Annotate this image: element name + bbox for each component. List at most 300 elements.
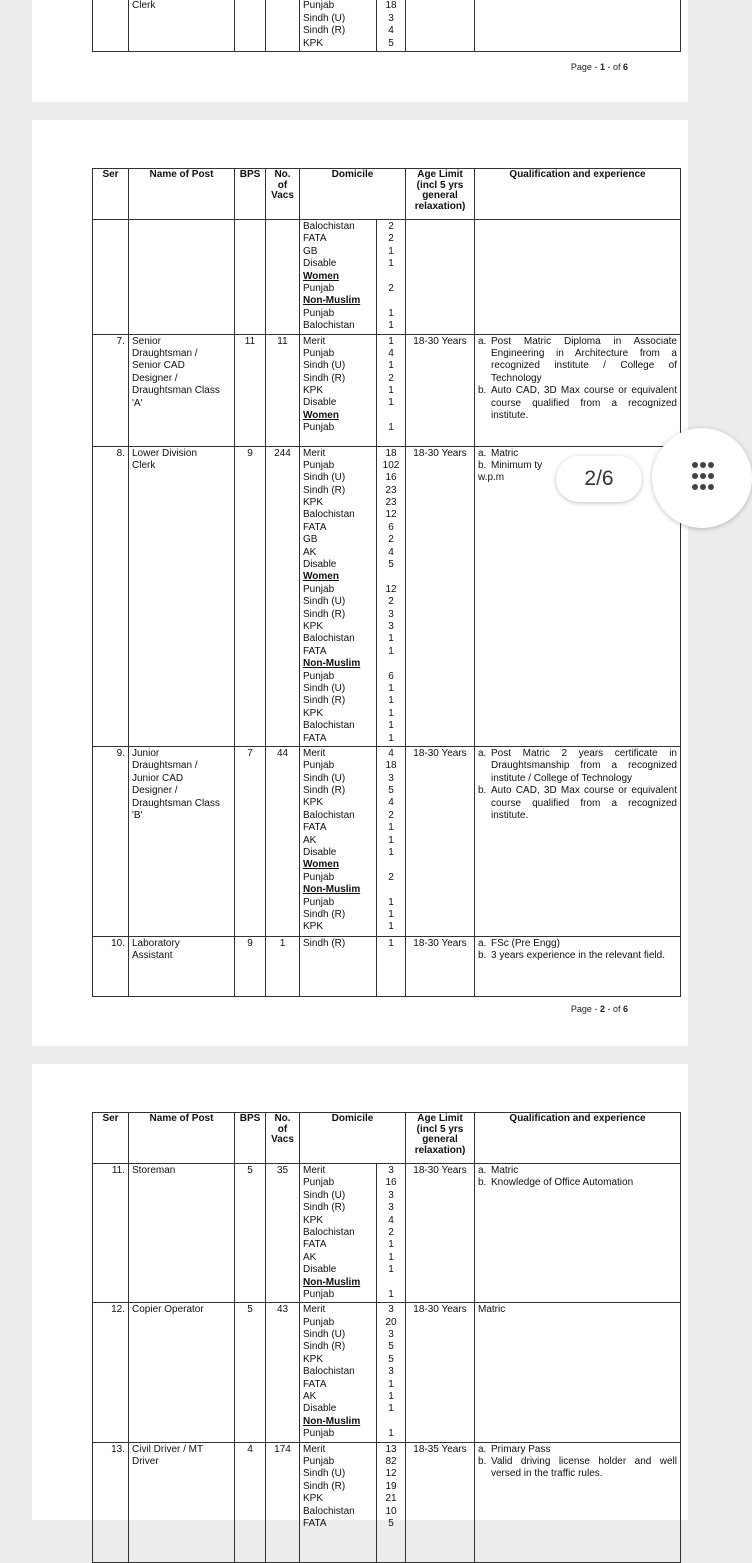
qualification-marker: b. [478,1456,491,1481]
domicile-line: Punjab [303,1289,373,1301]
count-line: 2 [377,283,405,295]
count-line: 12 [377,584,405,596]
qualification-marker: b. [478,460,491,472]
count-line: 1 [377,360,405,372]
count-line: 4 [377,547,405,559]
count-line: 1 [377,897,405,909]
table-row [93,220,681,335]
bps-cell: 4 [235,1442,266,1562]
count-line: 4 [377,797,405,809]
age-cell [406,220,475,335]
count-line: 20 [377,1317,405,1329]
qualification-marker: b. [478,385,491,422]
domicile-line: Sindh (R) [303,609,373,621]
count-line: 1 [377,336,405,348]
bps-cell [235,220,266,335]
age-cell [406,0,475,51]
qualification-item [478,1165,677,1177]
count-line [377,1277,405,1289]
domicile-line: Sindh (U) [303,360,373,372]
count-line: 3 [377,1329,405,1341]
count-line: 23 [377,485,405,497]
count-line: 1 [377,1289,405,1301]
document-page-1 [32,0,688,102]
domicile-line: Balochistan [303,221,373,233]
count-line: 3 [377,1190,405,1202]
bps-cell: 5 [235,1303,266,1442]
count-line: 6 [377,671,405,683]
domicile-line: KPK [303,797,373,809]
bps-cell: 5 [235,1164,266,1303]
ser-cell [93,0,129,51]
domicile-category-heading [303,859,373,871]
qualification-cell [475,936,681,996]
count-line: 3 [377,1304,405,1316]
count-line: 16 [377,1177,405,1189]
count-line: 1 [377,1239,405,1251]
count-cell [377,936,406,996]
domicile-line: FATA [303,233,373,245]
domicile-line: Balochistan [303,1227,373,1239]
domicile-line: Balochistan [303,509,373,521]
domicile-line: Punjab [303,1317,373,1329]
domicile-line: Sindh (U) [303,1190,373,1202]
vacancy-table-page-1 [92,0,681,52]
domicile-line: Balochistan [303,810,373,822]
count-line: 1 [377,633,405,645]
ser-cell: 9. [93,746,129,936]
count-line: 18 [377,0,405,12]
domicile-heading-text: Women [303,571,339,582]
qualification-text: 3 years experience in the relevant field. [491,950,677,962]
count-line: 1 [377,822,405,834]
count-line: 1 [377,422,405,434]
qualification-text: Minimum ty [491,460,677,472]
post-name-line: Laboratory [132,938,231,950]
vacancy-table-page-2 [92,168,681,997]
count-line: 5 [377,559,405,571]
qualification-item [478,785,677,822]
domicile-cell [300,1303,377,1442]
domicile-category-heading [303,571,373,583]
domicile-line: KPK [303,1493,373,1505]
qualification-text: Post Matric 2 years certificate in Draughtsmanship from a recognized institute / College of Technology [491,748,677,785]
domicile-line: FATA [303,522,373,534]
domicile-line: Punjab [303,760,373,772]
count-line: 18 [377,760,405,772]
age-cell: 18-35 Years [406,1442,475,1562]
age-cell: 18-30 Years [406,936,475,996]
domicile-line: Balochistan [303,320,373,332]
count-line [377,859,405,871]
count-line: 1 [377,1264,405,1276]
vacs-cell: 43 [266,1303,300,1442]
domicile-line: Punjab [303,308,373,320]
count-line: 13 [377,1444,405,1456]
count-cell [377,220,406,335]
col-header-bps: BPS [235,169,266,220]
domicile-line: Merit [303,336,373,348]
post-name-cell [129,446,235,746]
post-name-cell [129,746,235,936]
count-line [377,571,405,583]
qualification-text: Primary Pass [491,1444,677,1456]
post-name-line: Draughtsman / [132,348,231,360]
bps-cell: 9 [235,446,266,746]
vacs-cell: 174 [266,1442,300,1562]
qualification-cell [475,334,681,446]
qualification-text: Knowledge of Office Automation [491,1177,677,1189]
table-row [93,936,681,996]
post-name-cell [129,334,235,446]
count-line: 1 [377,385,405,397]
page-footer-prefix: Page - [571,1004,600,1014]
document-page-2 [32,120,688,1046]
post-name-line: Driver [132,1456,231,1468]
count-line: 1 [377,646,405,658]
domicile-line: Sindh (U) [303,1468,373,1480]
count-line: 6 [377,522,405,534]
domicile-line: Sindh (R) [303,1481,373,1493]
qualification-text: Valid driving license holder and well versed in the traffic rules. [491,1456,677,1481]
domicile-line: Merit [303,448,373,460]
post-name-line: Designer / [132,373,231,385]
qualification-text: Matric [491,448,677,460]
count-line: 1 [377,1252,405,1264]
qualification-item [478,1304,677,1316]
domicile-heading-text: Non-Muslim [303,884,360,895]
domicile-line: Merit [303,1304,373,1316]
count-line: 1 [377,308,405,320]
qualification-text: Matric [491,1165,677,1177]
post-name-line: Senior CAD [132,360,231,372]
age-cell: 18-30 Years [406,746,475,936]
table-header-row [93,169,681,220]
count-line [377,295,405,307]
domicile-line: Disable [303,847,373,859]
post-name-line: Storeman [132,1165,231,1177]
domicile-line: Sindh (U) [303,773,373,785]
domicile-heading-text: Non-Muslim [303,658,360,669]
ser-cell: 12. [93,1303,129,1442]
domicile-line: Punjab [303,283,373,295]
domicile-category-heading [303,410,373,422]
count-line: 1 [377,1379,405,1391]
domicile-line: AK [303,1252,373,1264]
count-line: 19 [377,1481,405,1493]
page-footer-sep: - of [605,1004,623,1014]
count-line: 1 [377,258,405,270]
count-line: 2 [377,373,405,385]
bps-cell: 11 [235,334,266,446]
domicile-line: Punjab [303,872,373,884]
domicile-heading-text: Non-Muslim [303,1277,360,1288]
domicile-line: Sindh (U) [303,1329,373,1341]
page-counter: 2/6 [556,456,642,502]
domicile-line: FATA [303,733,373,745]
ser-cell: 11. [93,1164,129,1303]
table-row [93,1164,681,1303]
count-cell [377,1164,406,1303]
domicile-line: Disable [303,258,373,270]
count-line: 2 [377,810,405,822]
domicile-line: Sindh (R) [303,1341,373,1353]
domicile-line: Merit [303,1165,373,1177]
domicile-line: Sindh (U) [303,13,373,25]
menu-fab-button[interactable] [652,428,752,528]
domicile-line: Sindh (R) [303,909,373,921]
ser-cell [93,220,129,335]
count-line: 23 [377,497,405,509]
post-name-cell [129,1164,235,1303]
vacs-cell: 44 [266,746,300,936]
count-line: 82 [377,1456,405,1468]
domicile-line: Sindh (R) [303,485,373,497]
domicile-line: Sindh (R) [303,25,373,37]
count-line: 1 [377,320,405,332]
page-footer-num: 2 [600,1004,605,1014]
qualification-cell [475,1164,681,1303]
domicile-line: Punjab [303,460,373,472]
count-line: 4 [377,1215,405,1227]
qualification-item [478,950,677,962]
count-line: 1 [377,1391,405,1403]
count-line: 5 [377,1518,405,1530]
domicile-line: Disable [303,1403,373,1415]
count-line: 4 [377,25,405,37]
count-line: 3 [377,1165,405,1177]
age-cell: 18-30 Years [406,334,475,446]
count-cell [377,0,406,51]
post-name-line: Draughtsman / [132,760,231,772]
ser-cell: 7. [93,334,129,446]
col-header-age: Age Limit (incl 5 yrs general relaxation) [406,169,475,220]
domicile-line: Punjab [303,422,373,434]
post-name-cell [129,1442,235,1562]
qualification-text: Auto CAD, 3D Max course or equivalent course qualified from a recognized institute. [491,385,677,422]
document-page-3 [32,1064,688,1520]
domicile-category-heading [303,1416,373,1428]
count-line: 1 [377,397,405,409]
table-row [93,1442,681,1562]
count-line: 1 [377,695,405,707]
domicile-line: KPK [303,38,373,50]
count-line: 4 [377,748,405,760]
post-name-cell [129,0,235,51]
count-line: 5 [377,785,405,797]
page-footer [571,1004,628,1014]
qualification-text: Auto CAD, 3D Max course or equivalent course qualified from a recognized institute. [491,785,677,822]
vacs-cell: 1 [266,936,300,996]
domicile-cell [300,446,377,746]
domicile-line: Sindh (U) [303,472,373,484]
domicile-heading-text: Non-Muslim [303,1416,360,1427]
count-line: 1 [377,246,405,258]
qualification-marker: b. [478,1177,491,1189]
count-cell [377,746,406,936]
col-header-domicile: Domicile [300,169,406,220]
count-line: 12 [377,509,405,521]
domicile-line: Merit [303,1444,373,1456]
qualification-marker: b. [478,950,491,962]
post-name-line: Junior [132,748,231,760]
col-header-qualification: Qualification and experience [475,1113,681,1164]
domicile-line: Merit [303,748,373,760]
domicile-line: KPK [303,1354,373,1366]
qualification-text: Matric [478,1304,677,1316]
page-footer-sep: - of [605,62,623,72]
qualification-cell [475,220,681,335]
col-header-bps: BPS [235,1113,266,1164]
count-line: 18 [377,448,405,460]
qualification-cell [475,1303,681,1442]
domicile-line: Sindh (R) [303,1202,373,1214]
count-line: 2 [377,233,405,245]
domicile-category-heading [303,271,373,283]
domicile-line: Balochistan [303,1506,373,1518]
count-line: 10 [377,1506,405,1518]
count-cell [377,1442,406,1562]
count-line: 1 [377,835,405,847]
count-line: 3 [377,621,405,633]
domicile-category-heading [303,884,373,896]
page-footer [571,62,628,72]
domicile-cell [300,220,377,335]
count-line: 5 [377,1354,405,1366]
domicile-line: AK [303,835,373,847]
vacs-cell: 11 [266,334,300,446]
domicile-line: Disable [303,1264,373,1276]
post-name-line: Junior CAD [132,773,231,785]
qualification-cell [475,1442,681,1562]
count-line: 4 [377,348,405,360]
domicile-line: Punjab [303,0,373,12]
count-line: 3 [377,773,405,785]
domicile-category-heading [303,295,373,307]
domicile-line: FATA [303,822,373,834]
count-cell [377,1303,406,1442]
qualification-marker: a. [478,938,491,950]
count-line: 1 [377,708,405,720]
domicile-line: Balochistan [303,633,373,645]
domicile-line: KPK [303,621,373,633]
domicile-line: FATA [303,1239,373,1251]
qualification-marker: a. [478,748,491,785]
domicile-line: Sindh (U) [303,683,373,695]
qualification-marker: a. [478,448,491,460]
vacancy-table-page-3 [92,1112,681,1563]
qualification-marker: a. [478,1444,491,1456]
count-line: 3 [377,1366,405,1378]
qualification-cell [475,746,681,936]
count-cell [377,446,406,746]
domicile-line: Punjab [303,584,373,596]
count-line: 1 [377,733,405,745]
qualification-text: w.p.m [478,472,677,484]
ser-cell: 13. [93,1442,129,1562]
count-line: 1 [377,938,405,950]
qualification-marker: a. [478,336,491,386]
post-name-line: Draughtsman Class [132,385,231,397]
table-row [93,0,681,51]
domicile-line: GB [303,246,373,258]
domicile-line: Punjab [303,1456,373,1468]
count-line: 1 [377,847,405,859]
qualification-item [478,1456,677,1481]
count-line [377,1416,405,1428]
domicile-line: FATA [303,646,373,658]
count-line: 5 [377,38,405,50]
domicile-line: Sindh (R) [303,938,373,950]
count-line: 1 [377,909,405,921]
domicile-line: Punjab [303,671,373,683]
domicile-line: Punjab [303,897,373,909]
domicile-line: AK [303,1391,373,1403]
col-header-ser: Ser [93,169,129,220]
domicile-line: Sindh (R) [303,785,373,797]
domicile-line: Balochistan [303,1366,373,1378]
post-name-line: Assistant [132,950,231,962]
qualification-item [478,748,677,785]
qualification-marker: b. [478,785,491,822]
count-line: 2 [377,534,405,546]
qualification-cell [475,0,681,51]
domicile-line: AK [303,547,373,559]
col-header-name: Name of Post [129,1113,235,1164]
domicile-heading-text: Women [303,271,339,282]
post-name-line: 'B' [132,810,231,822]
count-line: 21 [377,1493,405,1505]
page-footer-num: 1 [600,62,605,72]
grip-dots-icon [692,462,716,494]
col-header-vacs: No. of Vacs [266,169,300,220]
page-footer-prefix: Page - [571,62,600,72]
domicile-cell [300,936,377,996]
post-name-line: Copier Operator [132,1304,231,1316]
col-header-ser: Ser [93,1113,129,1164]
qualification-marker: a. [478,1165,491,1177]
post-name-line: Civil Driver / MT [132,1444,231,1456]
qualification-text: Post Matric Diploma in Associate Engineering in Architecture from a recognized institute / College of Technology [491,336,677,386]
ser-cell: 8. [93,446,129,746]
domicile-line: KPK [303,385,373,397]
post-name-cell [129,936,235,996]
domicile-line: KPK [303,921,373,933]
count-line: 3 [377,609,405,621]
age-cell: 18-30 Years [406,1164,475,1303]
page-footer-total: 6 [623,1004,628,1014]
domicile-category-heading [303,1277,373,1289]
count-line: 1 [377,720,405,732]
qualification-item [478,1444,677,1456]
domicile-heading-text: Women [303,410,339,421]
qualification-item [478,385,677,422]
post-name-line: Clerk [132,460,231,472]
domicile-line: Punjab [303,1428,373,1440]
count-line: 3 [377,1202,405,1214]
count-line: 3 [377,13,405,25]
count-line: 2 [377,872,405,884]
domicile-line: Punjab [303,1177,373,1189]
domicile-cell [300,1442,377,1562]
post-name-line: Draughtsman Class [132,798,231,810]
count-line [377,658,405,670]
domicile-line: Sindh (U) [303,596,373,608]
count-line: 1 [377,921,405,933]
post-name-line: 'A' [132,398,231,410]
count-line [377,271,405,283]
bps-cell: 7 [235,746,266,936]
